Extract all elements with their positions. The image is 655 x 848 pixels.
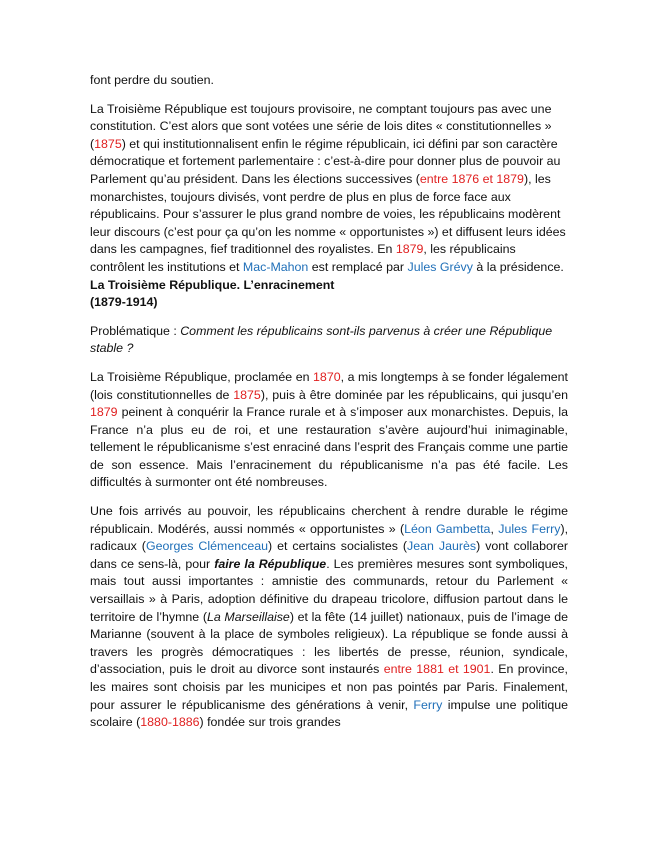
problematique (90, 323, 568, 358)
paragraph-republicains (90, 503, 568, 732)
text: Une fois arrivés au pouvoir, les républicains cherchent à rendre durable le régime républicain. Modérés, aussi nommés « opportunistes » ( (90, 504, 568, 536)
text: , (490, 521, 499, 536)
text: ) et la fête (14 juillet) nationaux, puis de l’image de Marianne (souvent à la place de symboles religieux). La république se fonde aussi à travers les progrès démocratiques : les libertés de presse, réunion, syndicale, d’association, puis le droit au divorce sont instaurés (90, 609, 569, 677)
problematique-label: Problématique : (90, 323, 181, 338)
paragraph-continuation: font perdre du soutien. (90, 73, 214, 87)
text: . En province, les maires sont choisis par les municipes et non pas pointés par Paris. Finalement, pour assurer le républicanisme des générations à venir, (90, 662, 568, 712)
emphasis-faire-la-republique: faire la République (214, 556, 327, 571)
date-highlight: 1870 (313, 369, 341, 384)
text: ) fondée sur trois grandes (199, 715, 341, 730)
link-georges-clemenceau[interactable]: Georges Clémenceau (145, 539, 269, 554)
link-ferry[interactable]: Ferry (413, 697, 443, 712)
text: ), puis à être dominée par les républicains, qui jusqu’en (260, 387, 568, 402)
heading-line-2: (1879-1914) (90, 295, 158, 310)
paragraph-constitution (90, 101, 568, 277)
date-highlight: 1879 (395, 242, 424, 257)
text: ), les monarchistes, toujours divisés, vont perdre de plus en plus de force face aux républicains. Pour s’assurer le plus grand nombre de voies, les républicains modèrent leur discours (c’est pour ça qu’on les nomme « opportunistes ») et diffusent leurs idées dans les campagnes, fief traditionnel des royalistes. En (90, 171, 566, 257)
text: ), radicaux ( (90, 521, 569, 554)
date-highlight: 1880-1886 (140, 715, 200, 730)
text: , les républicains contrôlent les institutions et (90, 242, 516, 274)
date-highlight: 1875 (94, 136, 122, 151)
text: . Les premières mesures sont symboliques, mais tout aussi importantes : amnistie des communards, retour du Parlement « versaillais » à Paris, adoption définitive du drapeau tricolore, diffusion partout dans le territoire de l’hymne ( (90, 556, 568, 624)
link-jules-grevy[interactable]: Jules Grévy (407, 259, 473, 274)
date-highlight: entre 1881 et 1901 (383, 662, 491, 677)
text: , a mis longtemps à se fonder légalement (lois constitutionnelles de (90, 369, 568, 402)
text: peinent à conquérir la France rurale et à s’imposer aux monarchistes. Depuis, la France n’a plus eu de roi, et une restauration s’avère aujourd’hui inimaginable, tellement le républicanisme s’est enraciné dans l’esprit des Français comme une partie de son essence. Mais l’enracinement du républicanisme n’a pas été facile. Les difficultés à surmonter ont été nombreuses. (90, 405, 568, 490)
heading-line-1: La Troisième République. L’enracinement (90, 277, 335, 292)
link-mac-mahon[interactable]: Mac-Mahon (242, 259, 309, 274)
paragraph-introduction (90, 369, 568, 492)
text: La Troisième République, proclamée en (90, 369, 314, 384)
text: est remplacé par (308, 259, 408, 274)
date-highlight: 1879 (90, 405, 118, 420)
text: ) et certains socialistes ( (268, 539, 408, 554)
date-highlight: entre 1876 et 1879 (419, 171, 524, 186)
italic-la-marseillaise: La Marseillaise (206, 609, 290, 624)
date-highlight: 1875 (233, 387, 261, 402)
text: ) et qui institutionnalisent enfin le régime républicain, ici défini par son caractère démocratique et fortement parlementaire : c’est-à-dire pour donner plus de pouvoir au Parlement qu’au président. Dans les élections successives ( (90, 136, 561, 186)
link-jules-ferry[interactable]: Jules Ferry (498, 521, 561, 536)
link-jean-jaures[interactable]: Jean Jaurès (407, 539, 477, 554)
section-heading (90, 277, 568, 312)
text: à la présidence. (472, 259, 564, 274)
problematique-question: Comment les républicains sont-ils parvenus à créer une République stable ? (90, 323, 553, 356)
text: ) vont collaborer dans ce sens-là, pour (90, 539, 568, 571)
document-page (90, 72, 568, 732)
text: impulse une politique scolaire ( (90, 697, 569, 730)
text: La Troisième République est toujours provisoire, ne comptant toujours pas avec une constitution. C’est alors que sont votées une série de lois dites « constitutionnelles » ( (90, 101, 552, 151)
link-leon-gambetta[interactable]: Léon Gambetta (404, 521, 491, 536)
